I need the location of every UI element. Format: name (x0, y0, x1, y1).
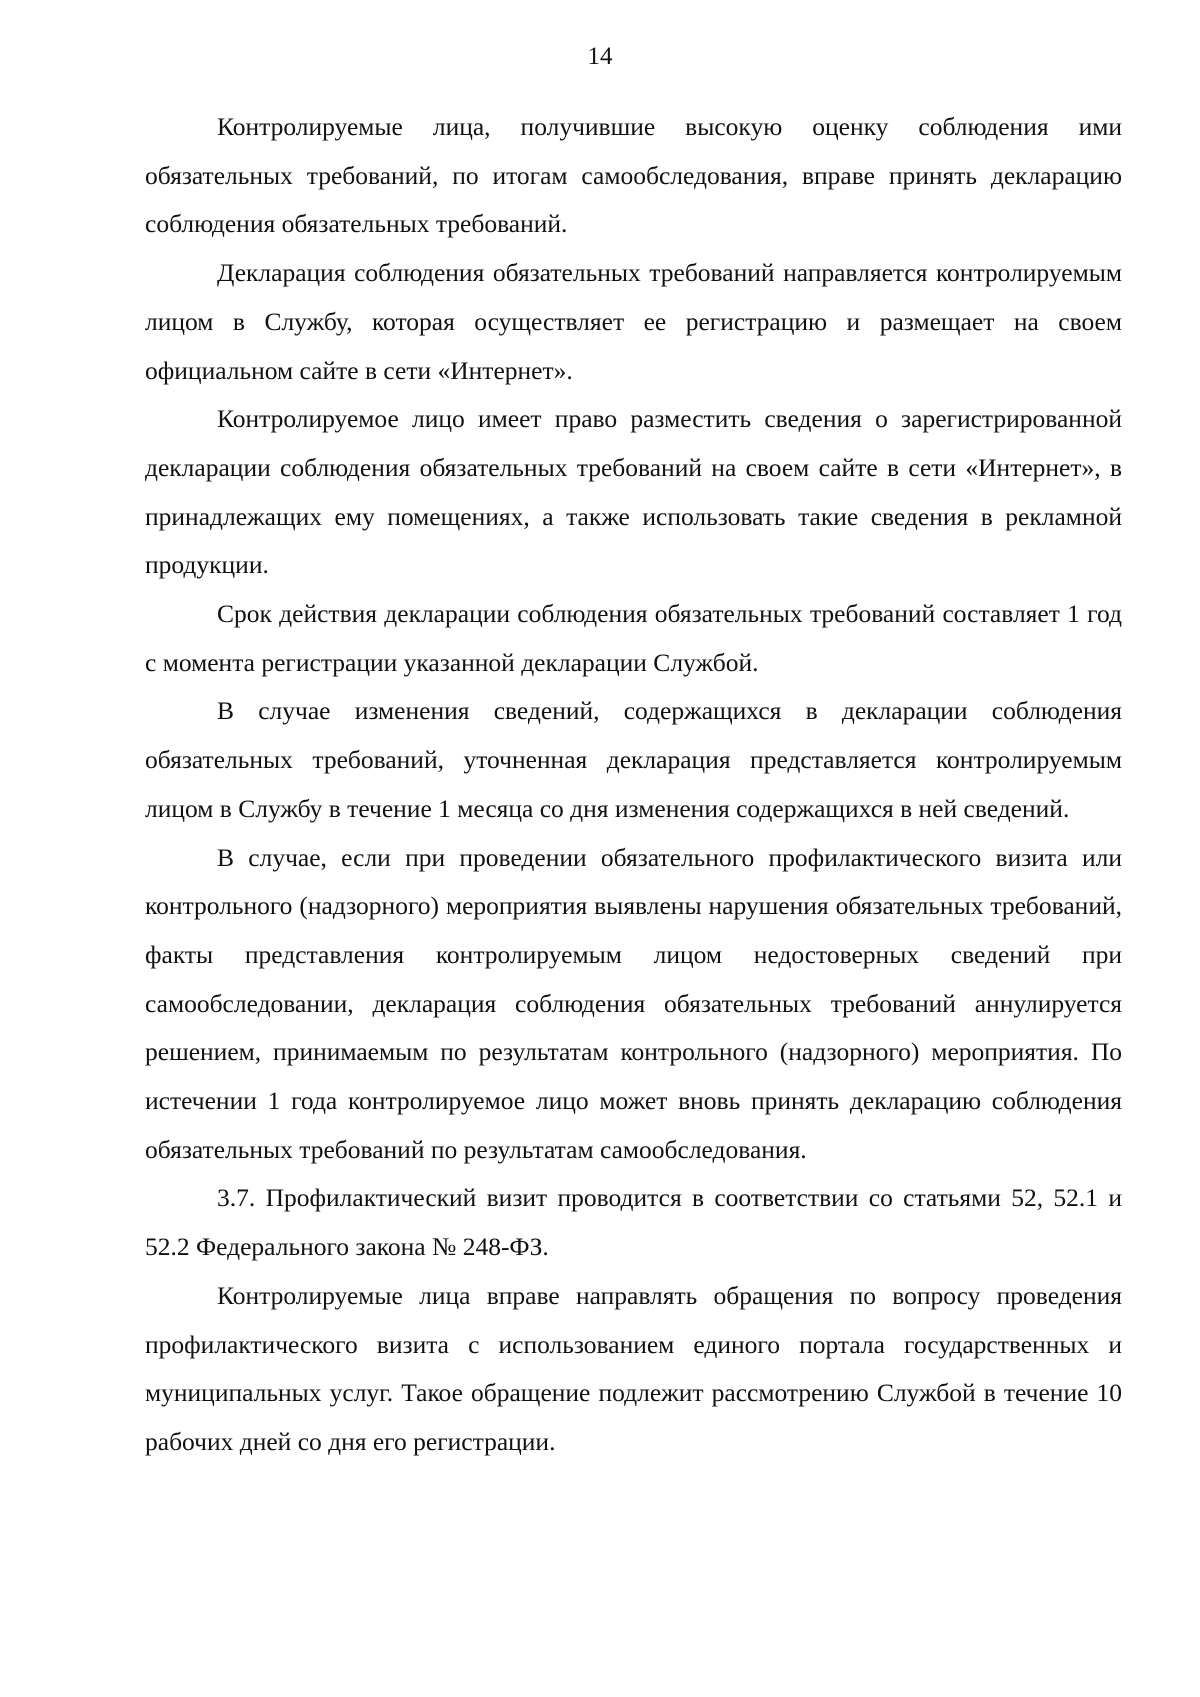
paragraph: В случае, если при проведении обязательного профилактического визита или контрольного (надзорного) мероприятия выявлены нарушения обязательных требований, факты представления контролируемым лицом недостоверных сведений при самообследовании, декларация соблюдения обязательных требований аннулируется решением, принимаемым по результатам контрольного (надзорного) мероприятия. По истечении 1 года контролируемое лицо может вновь принять декларацию соблюдения обязательных требований по результатам самообследования. (145, 842, 1122, 1164)
document-body (145, 103, 1122, 1467)
paragraph: Декларация соблюдения обязательных требований направляется контролируемым лицом в Службу, которая осуществляет ее регистрацию и размещает на своем официальном сайте в сети «Интернет». (145, 258, 1122, 385)
section-paragraph: 3.7. Профилактический визит проводится в соответствии со статьями 52, 52.1 и 52.2 Федерального закона № 248-ФЗ. (145, 1183, 1122, 1262)
paragraph: Контролируемые лица вправе направлять обращения по вопросу проведения профилактического визита с использованием единого портала государственных и муниципальных услуг. Такое обращение подлежит рассмотрению Службой в течение 10 рабочих дней со дня его регистрации. (145, 1280, 1122, 1456)
paragraph: Срок действия декларации соблюдения обязательных требований составляет 1 год с момента регистрации указанной декларации Службой. (145, 599, 1122, 677)
page-number: 14 (587, 43, 613, 70)
paragraph: Контролируемое лицо имеет право разместить сведения о зарегистрированной декларации соблюдения обязательных требований на своем сайте в сети «Интернет», в принадлежащих ему помещениях, а также использовать такие сведения в рекламной продукции. (145, 404, 1122, 580)
paragraph: В случае изменения сведений, содержащихся в декларации соблюдения обязательных требований, уточненная декларация представляется контролируемым лицом в Службу в течение 1 месяца со дня изменения содержащихся в ней сведений. (145, 696, 1122, 823)
paragraph: Контролируемые лица, получившие высокую оценку соблюдения ими обязательных требований, по итогам самообследования, вправе принять декларацию соблюдения обязательных требований. (145, 112, 1122, 239)
